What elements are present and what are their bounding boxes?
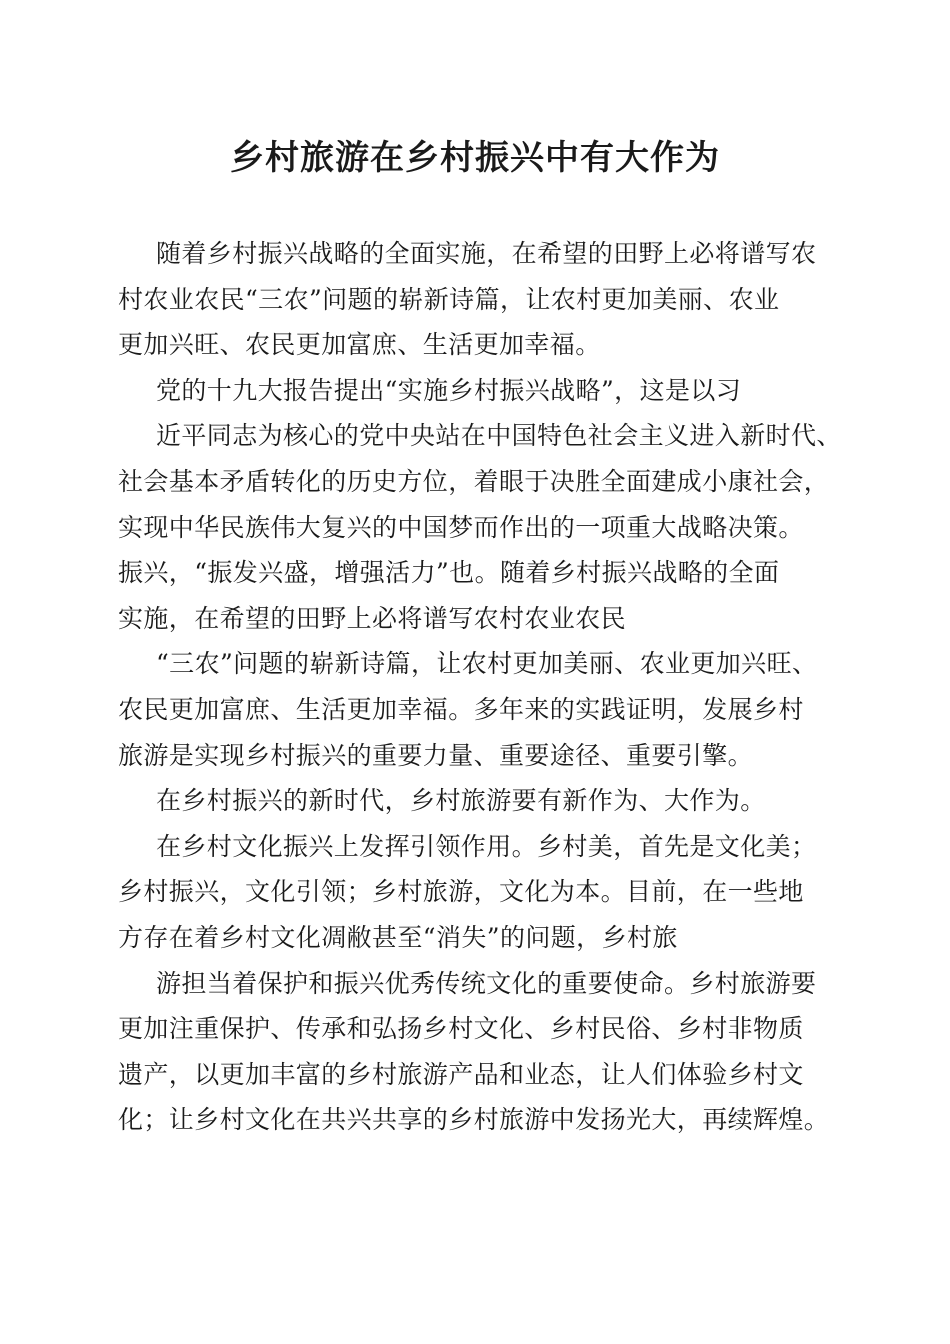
document-body [118,231,843,1143]
paragraph-line: 游担当着保护和振兴优秀传统文化的重要使命。乡村旅游要 [156,968,817,998]
paragraph-line: 社会基本矛盾转化的历史方位，着眼于决胜全面建成小康社会， [118,466,830,496]
paragraph-line: 更加注重保护、传承和弘扬乡村文化、乡村民俗、乡村非物质 [118,1014,804,1044]
paragraph-line: 振兴，“振发兴盛，增强活力”也。随着乡村振兴战略的全面 [118,558,780,588]
paragraph-line: 更加兴旺、农民更加富庶、生活更加幸福。 [118,330,601,360]
paragraph-line: 乡村振兴，文化引领；乡村旅游，文化为本。目前，在一些地 [118,877,804,907]
paragraph-line: 党的十九大报告提出“实施乡村振兴战略”，这是以习 [156,375,742,405]
paragraph-line: 农民更加富庶、生活更加幸福。多年来的实践证明，发展乡村 [118,694,804,724]
paragraph-line: 在乡村文化振兴上发挥引领作用。乡村美，首先是文化美； [156,831,817,861]
paragraph-line: 随着乡村振兴战略的全面实施，在希望的田野上必将谱写农 [156,239,817,268]
paragraph-line: 近平同志为核心的党中央站在中国特色社会主义进入新时代、 [156,421,842,451]
paragraph-line: 化；让乡村文化在共兴共享的乡村旅游中发扬光大，再续辉煌。 [118,1105,830,1135]
paragraph-line: 实施，在希望的田野上必将谱写农村农业农民 [118,603,627,633]
paragraph-line: 村农业农民“三农”问题的崭新诗篇，让农村更加美丽、农业 [118,284,780,314]
paragraph-line: 遗产，以更加丰富的乡村旅游产品和业态，让人们体验乡村文 [118,1059,804,1089]
paragraph-line: 旅游是实现乡村振兴的重要力量、重要途径、重要引擎。 [118,740,754,770]
document-title: 乡村旅游在乡村振兴中有大作为 [230,138,720,178]
paragraph-line: 实现中华民族伟大复兴的中国梦而作出的一项重大战略决策。 [118,512,804,542]
paragraph-line: “三农”问题的崭新诗篇，让农村更加美丽、农业更加兴旺、 [156,649,818,679]
paragraph-line: 在乡村振兴的新时代，乡村旅游要有新作为、大作为。 [156,786,766,816]
paragraph-line: 方存在着乡村文化凋敝甚至“消失”的问题，乡村旅 [118,922,678,952]
